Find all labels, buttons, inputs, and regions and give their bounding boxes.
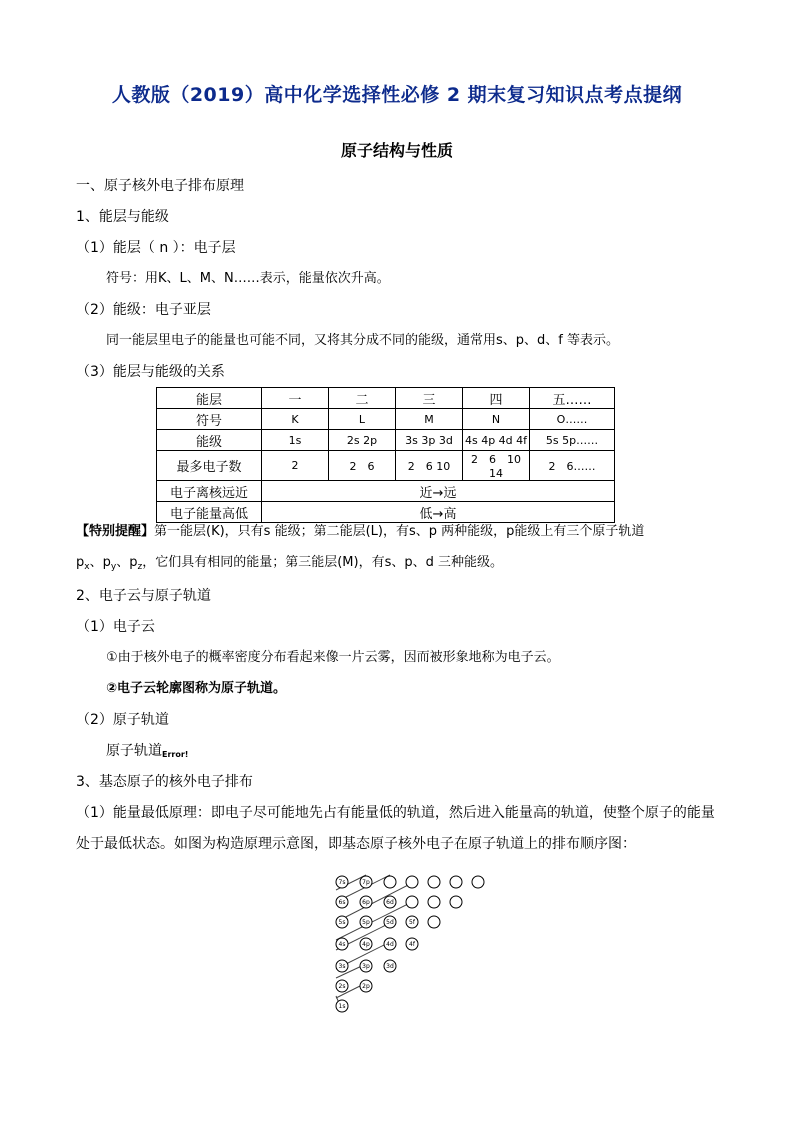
svg-text:2s: 2s	[338, 983, 346, 990]
svg-text:4s: 4s	[338, 941, 346, 948]
orbital-3s	[336, 960, 348, 972]
special-note-rest: ，它们具有相同的能量；第三能层(M)，有s、p、d 三种能级。	[142, 555, 503, 570]
energy-layer-body: 符号：用K、L、M、N……表示，能量依次升高。	[106, 271, 390, 286]
orbital-5p	[360, 916, 372, 928]
orbital-4d	[384, 938, 396, 950]
heading-1-1-1: （1）能层（ n ）：电子层	[76, 240, 236, 256]
empty-orbital	[406, 896, 418, 908]
svg-text:4f: 4f	[409, 941, 415, 948]
svg-text:3p: 3p	[362, 963, 370, 970]
aufbau-diagram	[322, 870, 492, 1015]
svg-text:6d: 6d	[386, 899, 394, 906]
table-cell: 3s 3p 3d	[396, 430, 463, 451]
table-cell: K	[262, 409, 329, 430]
row-header: 能级	[157, 430, 262, 451]
empty-orbital	[428, 876, 440, 888]
row-header: 能层	[157, 388, 262, 409]
px-subscript: x	[84, 562, 90, 572]
special-note-label: 【特别提醒】	[76, 524, 155, 539]
orbital-3d	[384, 960, 396, 972]
row-header: 最多电子数	[157, 451, 262, 481]
heading-1-2-2: （2）原子轨道	[76, 712, 169, 728]
table-cell: O……	[530, 409, 615, 430]
svg-text:7p: 7p	[362, 879, 370, 886]
section-subtitle: 原子结构与性质	[340, 141, 453, 160]
orbital-2p	[360, 980, 372, 992]
table-cell: 一	[262, 388, 329, 409]
table-cell: 5s 5p……	[530, 430, 615, 451]
table-cell: 2 6 10	[396, 451, 463, 481]
table-cell: 三	[396, 388, 463, 409]
lowest-energy-line-1: （1）能量最低原理：即电子尽可能地先占有能量低的轨道，然后进入能量高的轨道，使整个原子的能量	[76, 805, 715, 821]
pz-symbol: p	[129, 555, 138, 570]
sublevel-body: 同一能层里电子的能量也可能不同，又将其分成不同的能级，通常用s、p、d、f 等表示。	[106, 333, 619, 348]
electron-cloud-body-b: ②电子云轮廓图称为原子轨道。	[106, 681, 287, 696]
orbital-4s	[336, 938, 348, 950]
document-title: 人教版（2019）高中化学选择性必修 2 期末复习知识点考点提纲	[111, 84, 683, 106]
svg-text:2p: 2p	[362, 983, 370, 990]
table-cell-span: 低→高	[262, 502, 615, 523]
energy-level-table	[156, 387, 615, 523]
orbital-2s	[336, 980, 348, 992]
table-row	[157, 502, 615, 523]
svg-text:5d: 5d	[386, 919, 394, 926]
heading-1-1-2: （2）能级：电子亚层	[76, 302, 211, 318]
row-header: 电子能量高低	[157, 502, 262, 523]
svg-text:3s: 3s	[338, 963, 346, 970]
empty-orbital	[450, 896, 462, 908]
empty-orbital	[384, 876, 396, 888]
table-cell: L	[329, 409, 396, 430]
orbital-6d	[384, 896, 396, 908]
svg-text:4d: 4d	[386, 941, 394, 948]
orbital-4p	[360, 938, 372, 950]
heading-1-2: 2、电子云与原子轨道	[76, 588, 211, 604]
special-note-text: 第一能层(K)，只有s 能级；第二能层(L)，有s、p 两种能级，p能级上有三个原子轨道	[154, 524, 645, 539]
py-symbol: p	[102, 555, 111, 570]
orbital-5s	[336, 916, 348, 928]
orbital-7p	[360, 876, 372, 888]
heading-1-2-1: （1）电子云	[76, 619, 155, 635]
table-cell: 4s 4p 4d 4f	[463, 430, 530, 451]
svg-text:3d: 3d	[386, 963, 394, 970]
lowest-energy-line-2: 处于最低状态。如图为构造原理示意图，即基态原子核外电子在原子轨道上的排布顺序图：	[76, 836, 636, 852]
orbital-3p	[360, 960, 372, 972]
orbital-6s	[336, 896, 348, 908]
electron-cloud-body-a: ①由于核外电子的概率密度分布看起来像一片云雾，因而被形象地称为电子云。	[106, 650, 560, 665]
table-row	[157, 388, 615, 409]
table-cell: N	[463, 409, 530, 430]
orbital-1s	[336, 1000, 348, 1012]
table-row	[157, 430, 615, 451]
empty-orbital	[450, 876, 462, 888]
table-cell: 五……	[530, 388, 615, 409]
empty-orbital	[406, 876, 418, 888]
table-cell: M	[396, 409, 463, 430]
orbital-5d	[384, 916, 396, 928]
error-text: Error!	[162, 750, 189, 759]
orbital-5f	[406, 916, 418, 928]
svg-text:5s: 5s	[338, 919, 346, 926]
row-header: 符号	[157, 409, 262, 430]
special-note-line-2: $p_x$、$p_y$、$p_z$，它们具有相同的能量；第三能层(M)，有s、p、d 三种能级。	[76, 555, 503, 572]
py-subscript: y	[110, 562, 117, 572]
table-row	[157, 481, 615, 502]
px-symbol: p	[76, 555, 85, 570]
heading-1-3: 3、基态原子的核外电子排布	[76, 774, 253, 790]
orbital-label: 原子轨道	[106, 743, 162, 759]
row-header: 电子离核远近	[157, 481, 262, 502]
empty-orbital	[428, 896, 440, 908]
table-row	[157, 451, 615, 481]
orbital-4f	[406, 938, 418, 950]
table-cell: 1s	[262, 430, 329, 451]
table-cell: 2 6	[329, 451, 396, 481]
svg-text:1s: 1s	[338, 1003, 346, 1010]
svg-text:5f: 5f	[409, 919, 415, 926]
svg-text:6s: 6s	[338, 899, 346, 906]
table-row	[157, 409, 615, 430]
table-cell: 2 6……	[530, 451, 615, 481]
heading-1-1: 1、能层与能级	[76, 209, 169, 225]
orbital-circles	[336, 876, 484, 1012]
heading-1: 一、原子核外电子排布原理	[76, 178, 244, 194]
table-cell-span: 近→远	[262, 481, 615, 502]
table-cell: 四	[463, 388, 530, 409]
table-cell: 2s 2p	[329, 430, 396, 451]
table-cell: 2	[262, 451, 329, 481]
table-cell: 二	[329, 388, 396, 409]
orbital-body	[106, 741, 188, 765]
svg-text:5p: 5p	[362, 919, 370, 926]
heading-1-1-3: （3）能层与能级的关系	[76, 364, 225, 380]
svg-text:7s: 7s	[338, 879, 346, 886]
orbital-6p	[360, 896, 372, 908]
empty-orbital	[472, 876, 484, 888]
special-note-line-1	[76, 522, 644, 542]
svg-text:4p: 4p	[362, 941, 370, 948]
table-cell: 2 6 10 14	[463, 451, 530, 481]
pz-subscript: z	[137, 562, 143, 572]
orbital-7s	[336, 876, 348, 888]
svg-text:6p: 6p	[362, 899, 370, 906]
empty-orbital	[428, 916, 440, 928]
